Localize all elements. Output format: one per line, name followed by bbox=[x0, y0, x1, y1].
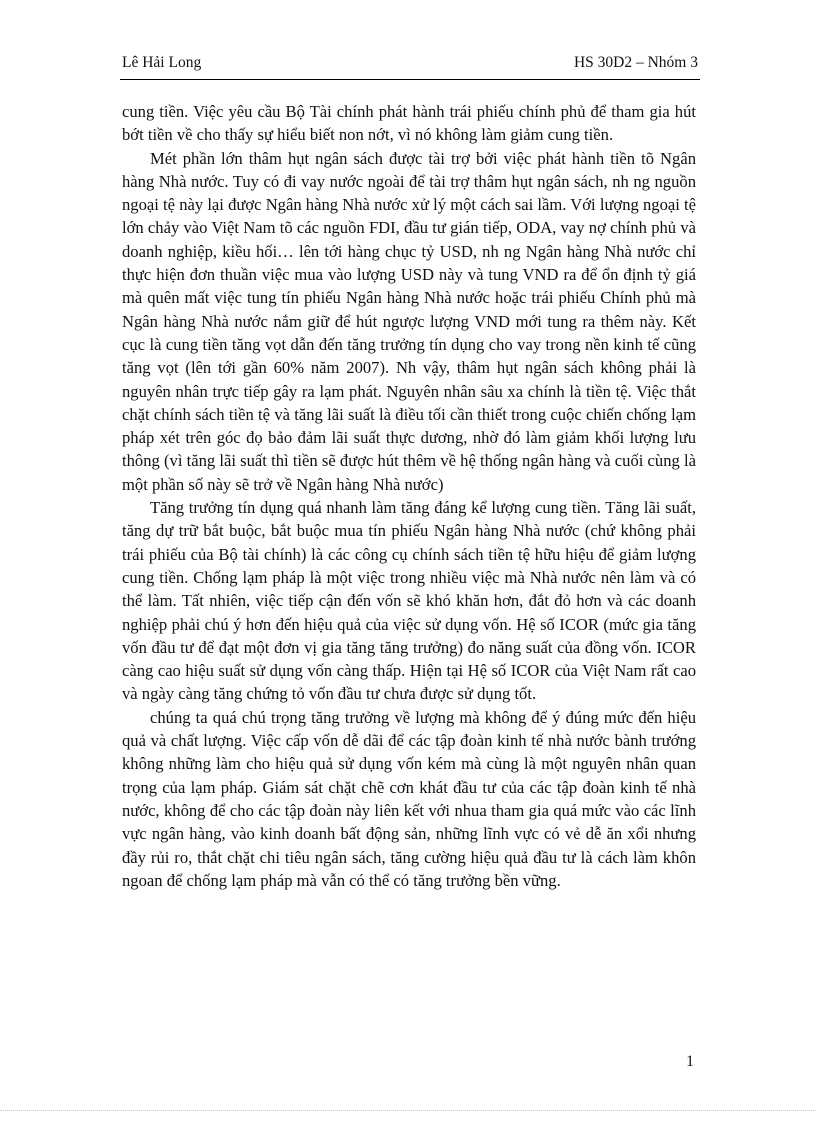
page-bottom-border bbox=[0, 1110, 816, 1111]
paragraph-1: cung tiền. Việc yêu cầu Bộ Tài chính phát hành trái phiếu chính phủ để tham gia hút bớt tiền về cho thấy sự hiểu biết non nớt, vì nó không làm giảm cung tiền. bbox=[122, 102, 696, 145]
paragraph-4: chúng ta quá chú trọng tăng trưởng về lượng mà không để ý đúng mức đến hiệu quả và chất lượng. Việc cấp vốn dễ dãi để các tập đoàn kinh tế nhà nước bành trướng không những làm cho hiệu quả sử dụng vốn kém mà cùng là một nguyên nhân quan trọng của lạm pháp. Giám sát chặt chẽ cơn khát đầu tư của các tập đoàn kinh tế nhà nước, không để cho các tập đoàn này liên kết với nhua tham gia quá mức vào các lĩnh vực ngân hàng, vào kinh doanh bất động sản, những lĩnh vực có vẻ dễ ăn xổi nhưng đầy rủi ro, thắt chặt chi tiêu ngân sách, tăng cường hiệu quả đầu tư là cách làm khôn ngoan để chống lạm pháp mà vẫn có thể có tăng trưởng bền vững. bbox=[122, 707, 696, 890]
header-group: HS 30D2 – Nhóm 3 bbox=[573, 54, 698, 71]
paragraph-2: Mét phần lớn thâm hụt ngân sách được tài trợ bởi việc phát hành tiền tõ Ngân hàng Nhà nước. Tuy có đi vay nước ngoài để tài trợ thâm hụt ngân sách, nh ng nguồn ngoại tệ này lại được Ngân hàng Nhà nước xử lý một cách sai lầm. Với lượng ngoại tệ lớn chảy vào Việt Nam tõ các nguồn FDI, đầu tư gián tiếp, ODA, vay nợ chính phủ và doanh nghiệp, kiều hối… lên tới hàng chục tỷ USD, nh ng Ngân hàng Nhà nước chỉ thực hiện đơn thuần việc mua vào lượng USD này và tung VND ra để ổn định tỷ giá mà quên mất việc tung tín phiếu Ngân hàng Nhà nước hoặc trái phiếu Chính phủ mà Ngân hàng Nhà nước nắm giữ để hút ngược lượng VND mới tung ra thêm này. Kết cục là cung tiền tăng vọt dẫn đến tăng trưởng tín dụng cho vay trong nền kinh tế cũng tăng vọt (lên tới gần 60% năm 2007). Nh vậy, thâm hụt ngân sách không phải là nguyên nhân trực tiếp gây ra lạm phát. Nguyên nhân sâu xa chính là tiền tệ. Việc thắt chặt chính sách tiền tệ và tăng lãi suất là điều tối cần thiết trong cuộc chiến chống lạm pháp xét trên góc đọ bảo đảm lãi suất thực dương, nhờ đó làm giảm khối lượng lưu thông (vì tăng lãi suất thì tiền sẽ được hút thêm về hệ thống ngân hàng và cuối cùng là một phần số này sẽ trở về Ngân hàng Nhà nước) bbox=[122, 148, 696, 494]
page-number: 1 bbox=[686, 1053, 694, 1070]
body-text bbox=[122, 100, 696, 892]
paragraph-3: Tăng trưởng tín dụng quá nhanh làm tăng đáng kể lượng cung tiền. Tăng lãi suất, tăng dự trữ bắt buộc, bắt buộc mua tín phiếu Ngân hàng Nhà nước (chứ không phải trái phiếu của Bộ tài chính) là các công cụ chính sách tiền tệ hữu hiệu để giảm lượng cung tiền. Chống lạm pháp là một việc trong nhiều việc mà Nhà nước nên làm và có thể làm. Tất nhiên, việc tiếp cận đến vốn sẽ khó khăn hơn, đắt đỏ hơn và các doanh nghiệp phải chú ý hơn đến hiệu quả của việc sử dụng vốn. Hệ số ICOR (mức gia tăng vốn đầu tư để đạt một đơn vị gia tăng tăng trưởng) đo năng suất của đồng vốn. ICOR càng cao hiệu suất sử dụng vốn càng thấp. Hiện tại Hệ số ICOR của Việt Nam rất cao và ngày càng tăng chứng tỏ vốn đầu tư chưa được sử dụng tốt. bbox=[122, 498, 696, 704]
header-author: Lê Hải Long bbox=[122, 54, 202, 71]
header-rule bbox=[120, 79, 700, 80]
